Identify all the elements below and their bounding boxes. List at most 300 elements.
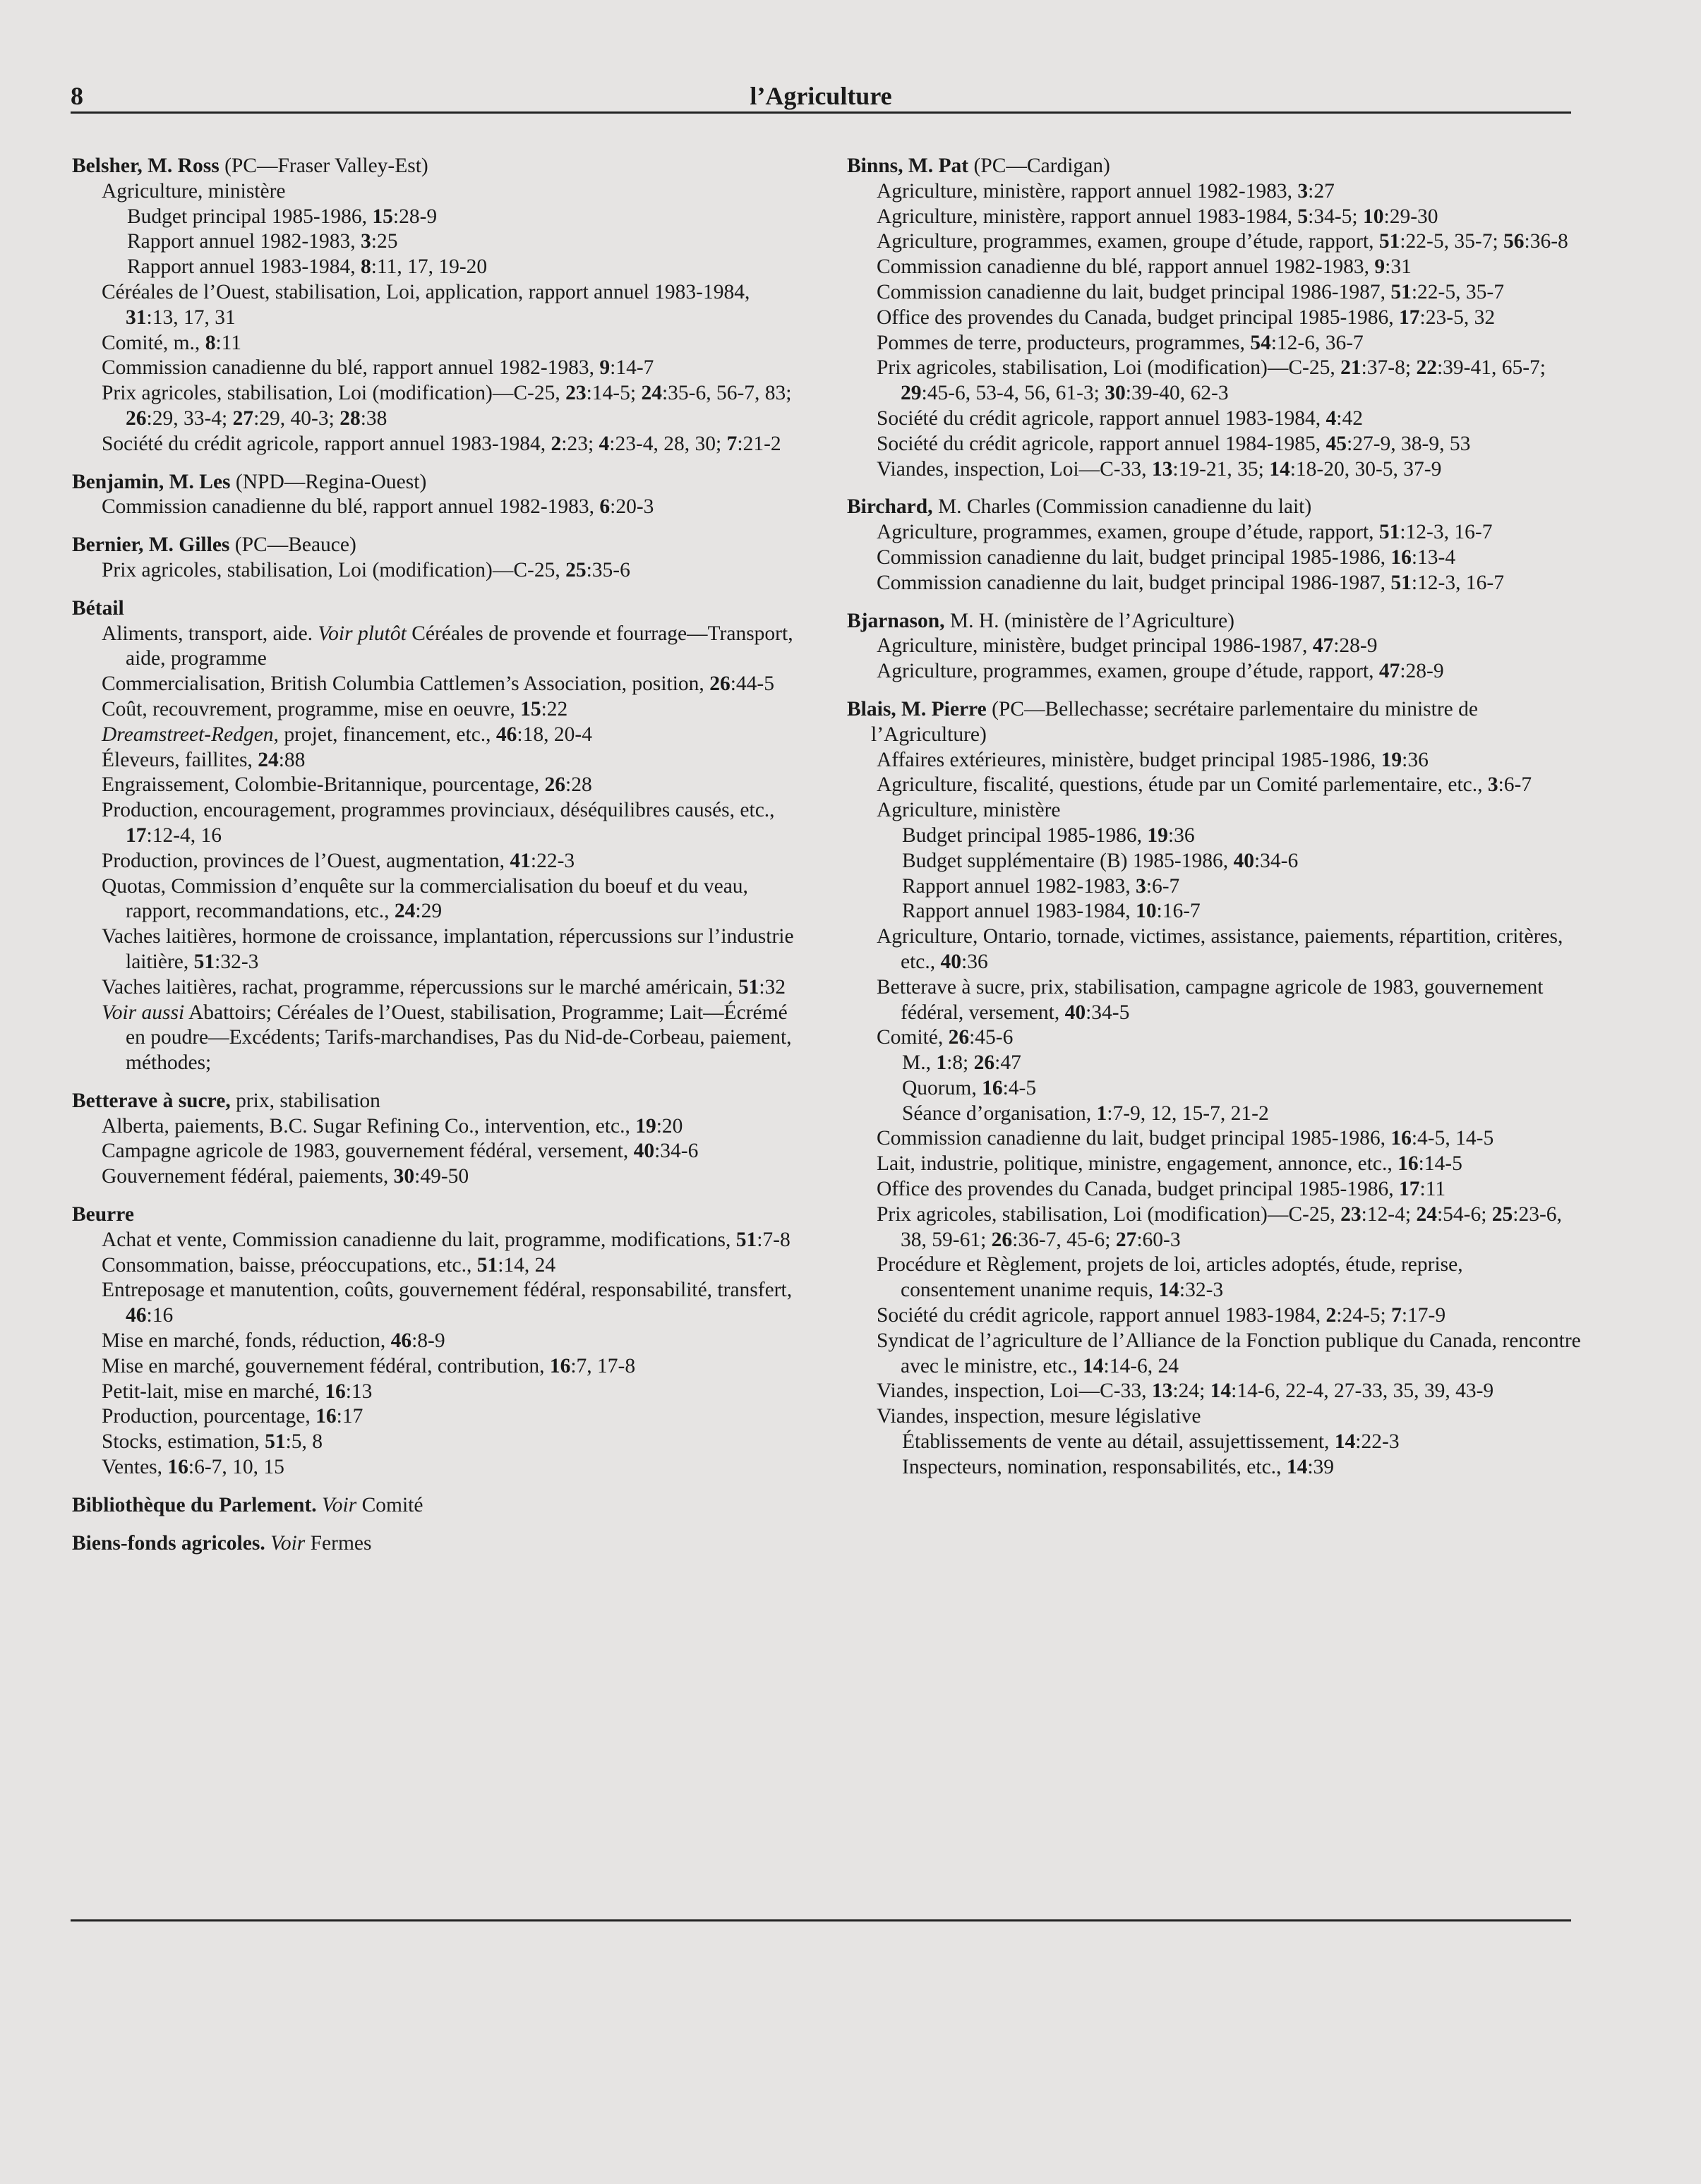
sub-subentry [847,1076,1581,1102]
index-entry [72,470,806,521]
bold-text: 3 [1297,179,1309,203]
bold-text: 14 [1210,1380,1232,1403]
subentry [72,849,806,874]
text: prix, stabilisation [230,1089,380,1112]
bold-text: 51 [476,1253,498,1277]
bold-text: 46 [390,1329,412,1353]
bold-text: 30 [393,1165,415,1188]
text: :32 [759,975,786,999]
subentry [72,1253,806,1279]
text: :14-6, 22-4, 27-33, 35, 39, 43-9 [1231,1380,1494,1403]
text: Agriculture, programmes, examen, groupe d’étude, rapport, [877,660,1379,683]
text [265,1532,270,1555]
bold-text: 26 [709,672,731,696]
bold-text: 2 [551,432,562,455]
text: :19-21, 35; [1172,457,1270,481]
text: :45-6, 53-4, 56, 61-3; [921,382,1105,405]
bold-text: Birchard, [847,495,933,519]
bold-text: 24 [1416,1202,1437,1226]
index-entry [847,154,1581,482]
text: :14-5 [1418,1152,1462,1176]
bold-text: 14 [1158,1279,1179,1302]
entry-heading [847,609,1581,634]
entry-heading [72,470,806,495]
bold-text: 15 [520,697,541,720]
bold-text: 19 [635,1114,656,1138]
text: :18, 20-4 [517,723,592,746]
subentry [72,672,806,697]
text: :54-6; [1436,1202,1492,1226]
text: :39-40, 62-3 [1125,382,1229,405]
text: :4-5, 14-5 [1411,1127,1494,1150]
text: :22-5, 35-7 [1411,280,1504,303]
subentry [847,280,1581,306]
text: :13-4 [1411,545,1456,569]
entry-heading [72,1089,806,1114]
bold-text: 7 [1391,1304,1402,1327]
index-entry [72,154,806,457]
subentry [847,798,1581,823]
text: :13, 17, 31 [146,306,236,329]
italic-text: Voir aussi [102,1001,185,1024]
text: :60-3 [1136,1228,1181,1251]
subentry [847,924,1581,975]
bold-text: 16 [325,1380,346,1403]
subentry [72,1114,806,1140]
bold-text: 14 [1286,1455,1308,1478]
text: :17-9 [1401,1304,1446,1327]
subentry [72,697,806,723]
text: Vaches laitières, rachat, programme, répercussions sur le marché américain, [102,975,738,999]
text: :24; [1172,1380,1210,1403]
text: :28 [565,773,592,797]
bold-text: 23 [1340,1202,1362,1226]
text: :36 [1402,748,1429,771]
bold-text: 13 [1151,1380,1173,1403]
bold-text: 14 [1083,1354,1104,1377]
bold-text: 16 [1390,545,1412,569]
text: Agriculture, ministère [877,799,1061,822]
bold-text: 15 [372,205,393,228]
text: Société du crédit agricole, rapport annuel 1983-1984, [877,1304,1326,1327]
bold-text: 27 [1115,1228,1137,1251]
subentry [847,1202,1581,1253]
text: (PC—Fraser Valley-Est) [219,155,428,177]
text: :6-7 [1498,773,1532,797]
bold-text: 22 [1416,356,1437,380]
entry-heading [847,697,1581,748]
subentry [847,356,1581,406]
subentry [847,1126,1581,1152]
index-column-left [72,154,806,1569]
text: Comité, [877,1026,949,1049]
text: Rapport annuel 1983-1984, [127,255,361,279]
subentry [847,748,1581,773]
text: Lait, industrie, politique, ministre, engagement, annonce, etc., [877,1152,1398,1176]
bold-text: 51 [1390,280,1412,303]
bold-text: 40 [1064,1001,1086,1024]
text: Consommation, baisse, préoccupations, etc., [102,1253,477,1277]
text: :29-30 [1383,205,1438,228]
bold-text: Bétail [72,596,124,620]
bold-text: 14 [1269,457,1290,481]
bold-text: 51 [738,975,759,999]
bold-text: 46 [126,1304,147,1327]
text: :7, 17-8 [570,1354,636,1377]
text: projet, financement, etc., [278,723,496,746]
bold-text: 47 [1378,660,1400,683]
text: :17 [336,1405,363,1428]
index-entry [72,1202,806,1480]
text: :28-9 [1400,660,1444,683]
bold-text: 30 [1105,382,1126,405]
bold-text: Blais, M. Pierre [847,697,987,720]
text: Pommes de terre, producteurs, programmes, [877,331,1251,354]
bold-text: Binns, M. Pat [847,155,969,177]
text: :34-5; [1308,205,1363,228]
text: :13 [345,1380,373,1403]
bold-text: 6 [599,495,611,519]
bold-text: 40 [633,1140,655,1163]
text: :38 [360,406,387,430]
text: Quotas, Commission d’enquête sur la commercialisation du boeuf et du veau, rapport, recommandations, etc., [102,874,748,923]
subentry [72,1228,806,1253]
subentry [847,255,1581,280]
text: (NPD—Regina-Ouest) [230,470,427,493]
text: Viandes, inspection, Loi—C-33, [877,457,1152,481]
italic-text: Voir [270,1531,306,1555]
subentry [72,773,806,798]
entry-heading [847,495,1581,520]
text: :42 [1336,406,1363,430]
text: :35-6 [586,558,630,581]
text: Établissements de vente au détail, assujettissement, [902,1430,1335,1454]
text: :8; [946,1051,974,1075]
text: Achat et vente, Commission canadienne du lait, programme, modifications, [102,1228,736,1251]
bold-text: 8 [205,331,216,354]
subentry [72,874,806,925]
text: :22-3 [1355,1430,1400,1454]
bold-text: 24 [258,748,279,771]
bold-text: 51 [1378,230,1400,253]
text: (PC—Bellechasse; secrétaire parlementaire du ministre de l’Agriculture) [871,697,1478,746]
text: :35-6, 56-7, 83; [661,382,792,405]
bold-text: 27 [232,406,254,430]
subentry [847,1025,1581,1051]
text: Office des provendes du Canada, budget principal 1985-1986, [877,306,1400,329]
text: Production, provinces de l’Ouest, augmentation, [102,849,510,872]
index-column-right [847,154,1581,1493]
text: Petit-lait, mise en marché, [102,1380,325,1403]
text: :39-41, 65-7; [1436,356,1546,380]
bold-text: Bjarnason, [847,609,945,632]
text: Inspecteurs, nomination, responsabilités, etc., [902,1455,1287,1478]
bold-text: 10 [1136,900,1157,923]
subentry [72,1001,806,1076]
text: M. H. (ministère de l’Agriculture) [944,609,1234,632]
text: Campagne agricole de 1983, gouvernement fédéral, versement, [102,1140,634,1163]
sub-subentry [847,823,1581,849]
text: Mise en marché, fonds, réduction, [102,1329,391,1353]
text: Viandes, inspection, mesure législative [877,1405,1201,1428]
bold-text: 19 [1381,748,1402,771]
text: Viandes, inspection, Loi—C-33, [877,1380,1152,1403]
text: Abattoirs; Céréales de l’Ouest, stabilisation, Programme; Lait—Écrémé en poudre—Excédents; Tarifs-marchandises, Pas du Nid-de-Corbeau, paiement, méthodes; [126,1001,792,1075]
bold-text: 16 [315,1405,337,1428]
subentry [847,1404,1581,1430]
subentry [72,1380,806,1405]
bold-text: 24 [394,900,416,923]
text: Prix agricoles, stabilisation, Loi (modification)—C-25, [102,382,566,405]
bold-text: 19 [1147,823,1168,847]
text: :45-6 [969,1026,1014,1049]
text: :23-5, 32 [1419,306,1496,329]
italic-text: Voir plutôt [318,622,407,645]
text: :49-50 [414,1165,469,1188]
bold-text: 16 [549,1354,571,1377]
subentry [72,622,806,672]
subentry [72,1354,806,1380]
bold-text: 51 [1378,521,1400,544]
subentry [847,1303,1581,1329]
subentry [72,1455,806,1480]
text: :8-9 [411,1329,445,1353]
entry-heading [72,154,806,179]
subentry [847,659,1581,684]
bold-text: 16 [167,1456,188,1479]
bold-text: 26 [126,406,147,430]
subentry [72,280,806,331]
text: Prix agricoles, stabilisation, Loi (modification)—C-25, [877,1202,1341,1226]
subentry [847,1177,1581,1202]
bold-text: 1 [1096,1102,1107,1125]
bold-text: 46 [495,723,517,746]
subentry [72,1404,806,1430]
text: :7-8 [757,1228,791,1251]
bold-text: 45 [1326,432,1347,455]
bold-text: 26 [991,1228,1013,1251]
text: :88 [278,748,306,771]
sub-subentry [72,255,806,280]
text: :18-20, 30-5, 37-9 [1290,457,1442,481]
subentry [72,975,806,1001]
bold-text: 17 [126,823,147,847]
subentry [847,545,1581,571]
index-entry [72,533,806,584]
text: :14-5; [586,382,642,405]
text: :23-6, 38, 59-61; [901,1202,1562,1251]
text: :25 [371,230,398,253]
bold-text: 17 [1399,1178,1420,1201]
index-entry [847,495,1581,596]
text: Agriculture, programmes, examen, groupe d’étude, rapport, [877,521,1379,544]
text: Prix agricoles, stabilisation, Loi (modification)—C-25, [877,356,1341,380]
text: :12-6, 36-7 [1270,331,1364,354]
text: :14-6, 24 [1103,1354,1179,1377]
text: :11, 17, 19-20 [371,255,488,279]
subentry [847,432,1581,457]
text: :34-5 [1086,1001,1130,1024]
entry-heading [72,1202,806,1228]
sub-subentry [847,874,1581,900]
subentry [847,634,1581,659]
text: :20-3 [610,495,654,519]
text: Aliments, transport, aide. [102,622,318,645]
subentry [72,1430,806,1455]
bold-text: 16 [1398,1152,1419,1176]
text: Agriculture, programmes, examen, groupe d’étude, rapport, [877,230,1379,253]
subentry [72,924,806,975]
text: (PC—Cardigan) [968,155,1110,177]
text: Production, pourcentage, [102,1405,316,1428]
text: :21-2 [737,432,781,455]
text: Société du crédit agricole, rapport annuel 1983-1984, [877,406,1326,430]
sub-subentry [847,1102,1581,1127]
subentry [72,331,806,356]
text: :29, 40-3; [253,406,340,430]
index-entry [847,609,1581,684]
text: Société du crédit agricole, rapport annuel 1983-1984, [102,432,551,455]
text: :12-4; [1361,1202,1417,1226]
text: Rapport annuel 1983-1984, [902,900,1136,923]
text: :23; [561,432,599,455]
index-entry [72,1531,806,1557]
text: Vaches laitières, hormone de croissance, implantation, répercussions sur l’industrie laitière, [102,925,794,973]
text: Céréales de l’Ouest, stabilisation, Loi, application, rapport annuel 1983-1984, [102,280,750,303]
text: Gouvernement fédéral, paiements, [102,1165,394,1188]
text: :23-4, 28, 30; [609,432,727,455]
text: M. Charles (Commission canadienne du lait) [932,495,1312,519]
bold-text: 3 [1487,773,1498,797]
text: Office des provendes du Canada, budget principal 1985-1986, [877,1178,1400,1201]
bold-text: 1 [936,1051,947,1075]
text: Céréales de provende et fourrage—Transport, aide, programme [126,622,793,670]
index-entry [847,697,1581,1480]
text: :28-9 [1333,634,1378,658]
text: Prix agricoles, stabilisation, Loi (modification)—C-25, [102,558,566,581]
text: Budget principal 1985-1986, [127,205,373,228]
footer-rule [71,1919,1571,1921]
bold-text: 26 [948,1026,970,1049]
bold-text: 26 [544,773,566,797]
entry-heading [72,1531,806,1557]
sub-subentry [72,229,806,255]
text [317,1494,322,1516]
text: :36-8 [1524,230,1568,253]
subentry [847,520,1581,545]
subentry [72,1164,806,1190]
text: :36 [961,950,988,973]
text: Coût, recouvrement, programme, mise en oeuvre, [102,697,521,720]
text: Comité, m., [102,331,205,354]
text: Stocks, estimation, [102,1430,265,1454]
text: Commission canadienne du lait, budget principal 1985-1986, [877,1127,1391,1150]
subentry [847,571,1581,596]
sub-subentry [847,849,1581,874]
subentry [847,773,1581,798]
text: :20 [656,1114,683,1138]
bold-text: 51 [265,1430,286,1454]
index-entry [72,1089,806,1190]
text: Syndicat de l’agriculture de l’Alliance de la Fonction publique du Canada, rencontre avec le ministre, etc., [877,1329,1581,1377]
bold-text: 8 [361,255,371,279]
text: Société du crédit agricole, rapport annuel 1984-1985, [877,432,1326,455]
bold-text: 51 [193,950,215,973]
subentry [847,306,1581,331]
text: :14, 24 [498,1253,556,1277]
text: Agriculture, ministère [102,179,286,203]
text: Quorum, [902,1076,982,1099]
text: Fermes [305,1531,372,1555]
subentry [72,1278,806,1329]
page-header [71,79,1571,113]
text: M., [902,1051,937,1075]
sub-subentry [847,1455,1581,1480]
text: :22 [541,697,568,720]
bold-text: 3 [1136,874,1146,898]
bold-text: 40 [1233,849,1254,872]
subentry [847,229,1581,255]
bold-text: 3 [361,230,371,253]
subentry [847,457,1581,483]
text: :27-9, 38-9, 53 [1347,432,1471,455]
text: :12-3, 16-7 [1400,521,1493,544]
entry-heading [72,533,806,558]
bold-text: 47 [1312,634,1334,658]
subentry [72,1139,806,1164]
text: :4-5 [1002,1076,1037,1099]
bold-text: 4 [1326,406,1337,430]
text: Commission canadienne du lait, budget principal 1986-1987, [877,571,1391,594]
sub-subentry [847,899,1581,924]
text: :16-7 [1156,900,1201,923]
text: Commission canadienne du blé, rapport annuel 1982-1983, [102,495,600,519]
subentry [847,1253,1581,1303]
text: :22-5, 35-7; [1400,230,1504,253]
text: :37-8; [1361,356,1417,380]
text: Comité [356,1493,423,1516]
bold-text: Beurre [72,1203,134,1226]
text: Rapport annuel 1982-1983, [902,874,1136,898]
text: Alberta, paiements, B.C. Sugar Refining Co., intervention, etc., [102,1114,636,1138]
text: :34-6 [654,1140,699,1163]
text: :7-9, 12, 15-7, 21-2 [1107,1102,1269,1125]
bold-text: 16 [1390,1127,1412,1150]
bold-text: 2 [1326,1304,1337,1327]
bold-text: 9 [599,356,611,380]
bold-text: 54 [1250,331,1271,354]
text: Procédure et Règlement, projets de loi, articles adoptés, étude, reprise, consentement unanime requis, [877,1253,1463,1302]
text: :36 [1167,823,1195,847]
bold-text: 10 [1363,205,1384,228]
text: Production, encouragement, programmes provinciaux, déséquilibres causés, etc., [102,799,775,822]
text: Agriculture, ministère, budget principal 1986-1987, [877,634,1313,658]
text: :14-7 [610,356,654,380]
bold-text: 26 [973,1051,995,1075]
bold-text: 41 [510,849,531,872]
text: Engraissement, Colombie-Britannique, pourcentage, [102,773,545,797]
bold-text: Belsher, M. Ross [72,155,220,177]
text: :32-3 [215,950,259,973]
sub-subentry [847,1430,1581,1455]
bold-text: 23 [565,382,587,405]
text: Entreposage et manutention, coûts, gouvernement fédéral, responsabilité, transfert, [102,1279,793,1302]
subentry [72,723,806,748]
italic-text: Dreamstreet-Redgen, [102,723,279,746]
bold-text: Biens-fonds agricoles. [72,1531,265,1555]
text: (PC—Beauce) [229,533,356,557]
bold-text: 16 [982,1076,1003,1099]
